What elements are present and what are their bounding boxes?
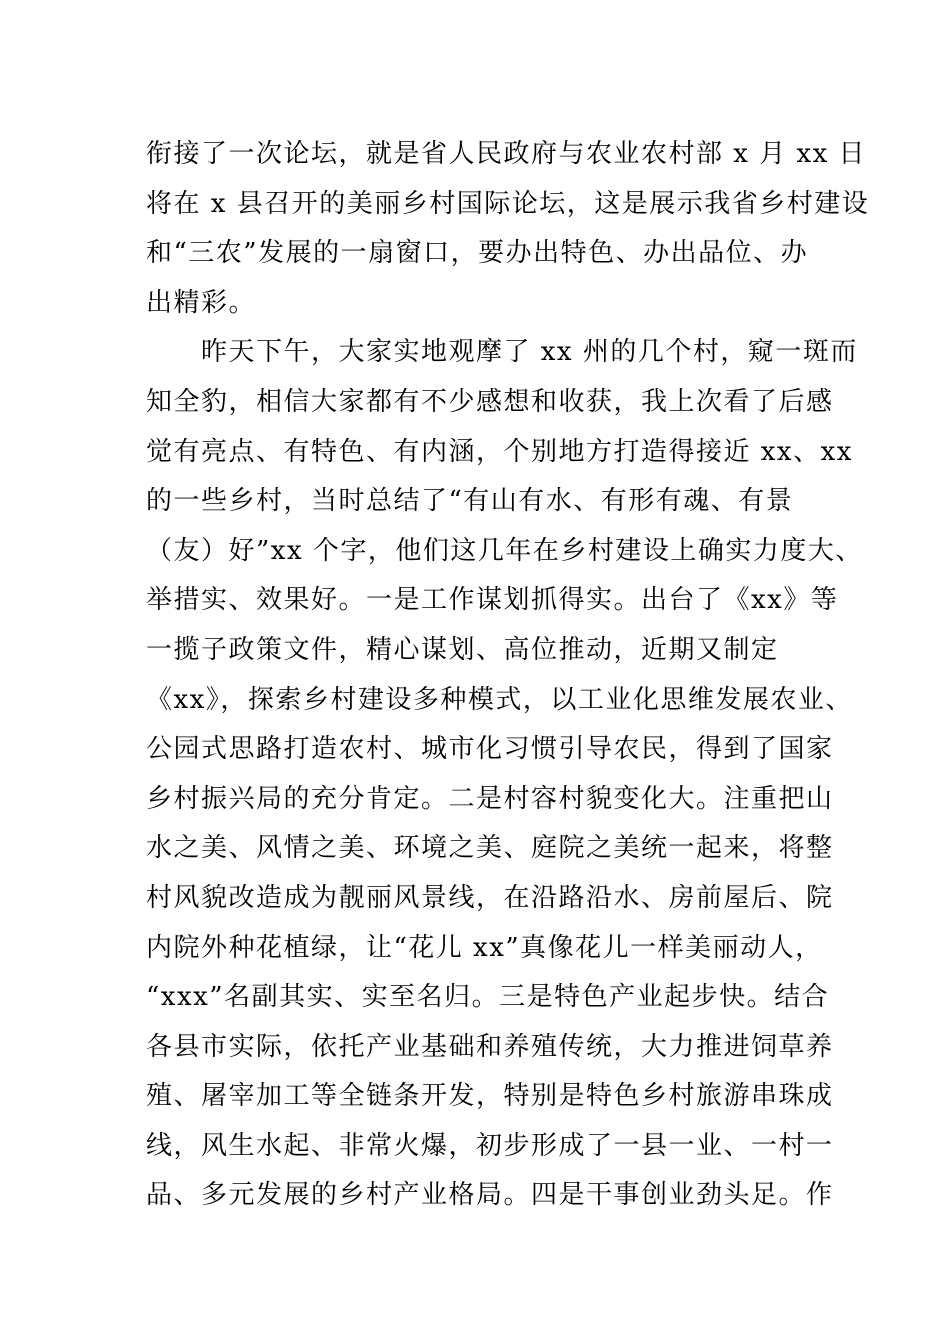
text-line: 村风貌改造成为靓丽风景线，在沿路沿水、房前屋后、院: [146, 882, 834, 913]
text-line: 将在 x 县召开的美丽乡村国际论坛，这是展示我省乡村建设: [146, 188, 870, 219]
text-line: 举措实、效果好。一是工作谋划抓得实。出台了《xx》等: [146, 585, 839, 616]
body-text: [146, 130, 870, 1221]
text-line: 的一些乡村，当时总结了“有山有水、有形有魂、有景: [146, 486, 794, 517]
text-line: 水之美、风情之美、环境之美、庭院之美统一起来，将整: [146, 833, 834, 864]
text-line: 各县市实际，依托产业基础和养殖传统，大力推进饲草养: [146, 1031, 834, 1062]
text-line: 《xx》，探索乡村建设多种模式，以工业化思维发展农业、: [146, 684, 853, 715]
text-line: 出精彩。: [146, 287, 257, 318]
text-line: 昨天下午，大家实地观摩了 xx 州的几个村，窥一斑而: [146, 337, 858, 368]
text-line: 和“三农”发展的一扇窗口，要办出特色、办出品位、办: [146, 238, 809, 269]
text-line: “xxx”名副其实、实至名归。三是特色产业起步快。结合: [146, 982, 830, 1013]
text-line: 知全豹，相信大家都有不少感想和收获，我上次看了后感: [146, 386, 834, 417]
text-line: 一揽子政策文件，精心谋划、高位推动，近期又制定: [146, 634, 779, 665]
text-line: 公园式思路打造农村、城市化习惯引导农民，得到了国家: [146, 734, 834, 765]
text-line: 品、多元发展的乡村产业格局。四是干事创业劲头足。作: [146, 1180, 834, 1211]
text-line: 觉有亮点、有特色、有内涵，个别地方打造得接近 xx、xx: [146, 436, 853, 467]
text-line: 衔接了一次论坛，就是省人民政府与农业农村部 x 月 xx 日: [146, 139, 867, 169]
text-line: 内院外种花植绿，让“花儿 xx”真像花儿一样美丽动人，: [146, 932, 823, 963]
text-line: 乡村振兴局的充分肯定。二是村容村貌变化大。注重把山: [146, 783, 834, 814]
text-line: 殖、屠宰加工等全链条开发，特别是特色乡村旅游串珠成: [146, 1081, 834, 1112]
text-line: （友）好”xx 个字，他们这几年在乡村建设上确实力度大、: [146, 535, 863, 566]
text-line: 线，风生水起、非常火爆，初步形成了一县一业、一村一: [146, 1130, 834, 1161]
